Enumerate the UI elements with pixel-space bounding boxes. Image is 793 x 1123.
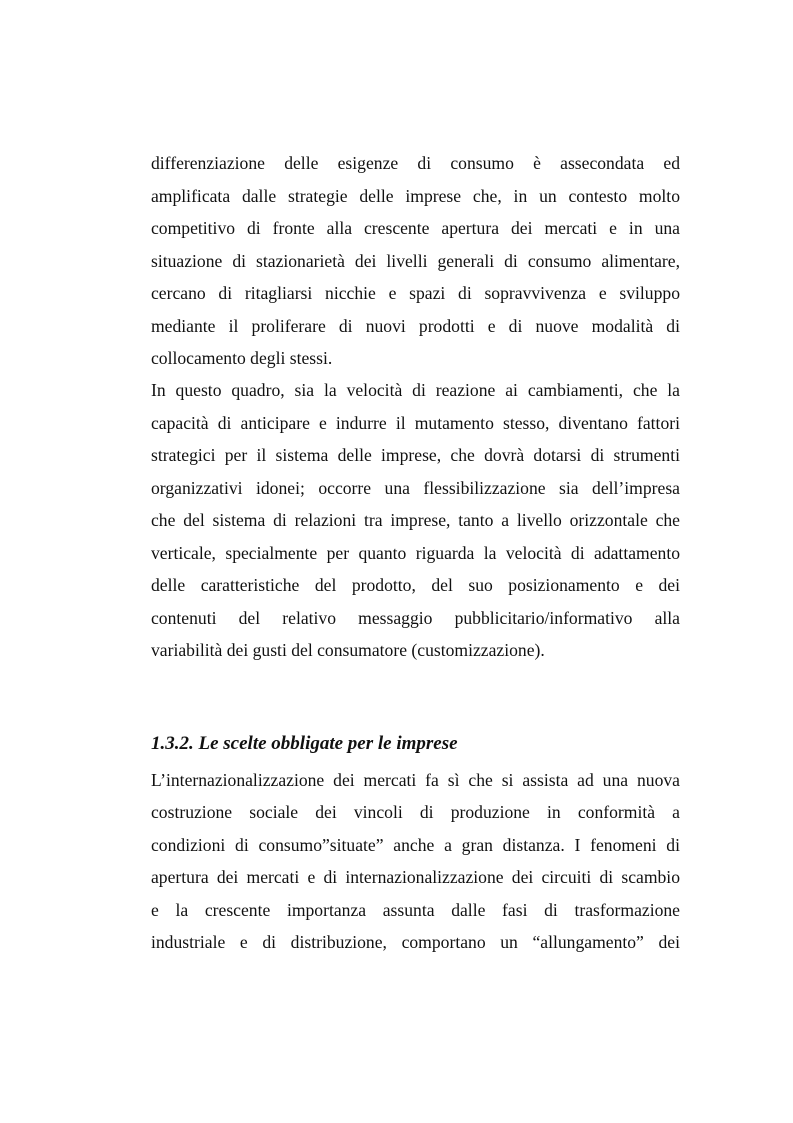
paragraph-2-line: che del sistema di relazioni tra imprese, tanto a livello orizzontale che xyxy=(151,510,680,530)
paragraph-1-line: differenziazione delle esigenze di consumo è assecondata ed xyxy=(151,153,680,173)
paragraph-2-line: variabilità dei gusti del consumatore (customizzazione). xyxy=(151,640,545,660)
paragraph-2-line: capacità di anticipare e indurre il mutamento stesso, diventano fattori xyxy=(151,413,680,433)
paragraph-1-line: mediante il proliferare di nuovi prodotti e di nuove modalità di xyxy=(151,316,680,336)
paragraph-3-line: condizioni di consumo”situate” anche a gran distanza. I fenomeni di xyxy=(151,835,680,855)
paragraph-3-line: apertura dei mercati e di internazionalizzazione dei circuiti di scambio xyxy=(151,867,680,887)
paragraph-3-line: costruzione sociale dei vincoli di produzione in conformità a xyxy=(151,802,680,822)
paragraph-3-line: e la crescente importanza assunta dalle fasi di trasformazione xyxy=(151,900,680,920)
paragraph-2-line: delle caratteristiche del prodotto, del suo posizionamento e dei xyxy=(151,575,680,595)
paragraph-1-line: amplificata dalle strategie delle imprese che, in un contesto molto xyxy=(151,186,680,206)
paragraph-2-line: contenuti del relativo messaggio pubblicitario/informativo alla xyxy=(151,608,680,628)
paragraph-1-line: competitivo di fronte alla crescente apertura dei mercati e in una xyxy=(151,218,680,238)
paragraph-2-line: strategici per il sistema delle imprese, che dovrà dotarsi di strumenti xyxy=(151,445,680,465)
paragraph-2-line: In questo quadro, sia la velocità di reazione ai cambiamenti, che la xyxy=(151,380,680,400)
paragraph-2-line: organizzativi idonei; occorre una flessibilizzazione sia dell’impresa xyxy=(151,478,680,498)
paragraph-1-line: situazione di stazionarietà dei livelli generali di consumo alimentare, xyxy=(151,251,680,271)
paragraph-1-line: cercano di ritagliarsi nicchie e spazi di sopravvivenza e sviluppo xyxy=(151,283,680,303)
paragraph-3-line: L’internazionalizzazione dei mercati fa sì che si assista ad una nuova xyxy=(151,770,680,790)
paragraph-1-line: collocamento degli stessi. xyxy=(151,348,333,368)
paragraph-3-line: industriale e di distribuzione, comportano un “allungamento” dei xyxy=(151,932,680,952)
paragraph-2-line: verticale, specialmente per quanto riguarda la velocità di adattamento xyxy=(151,543,680,563)
section-heading: 1.3.2. Le scelte obbligate per le imprese xyxy=(151,733,458,754)
